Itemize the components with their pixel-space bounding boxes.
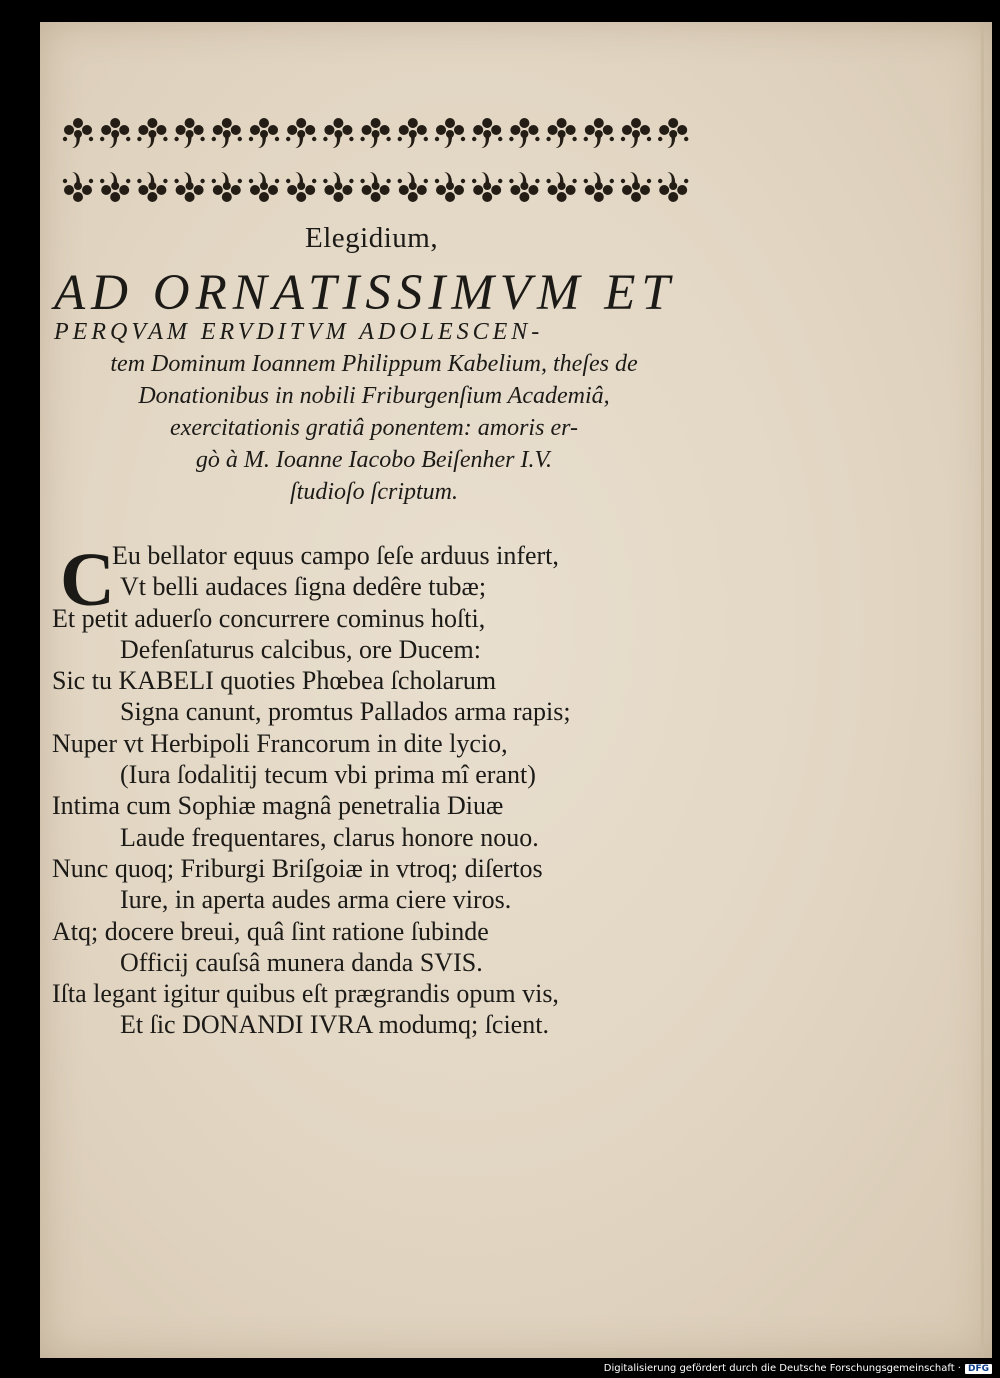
verse-line: Nunc quoq; Friburgi Briſgoiæ in vtroq; diſertos xyxy=(52,853,543,883)
fleuron-icon xyxy=(584,172,614,202)
title-line: exercitationis gratiâ ponentem: amoris er- xyxy=(170,415,578,441)
fleuron-icon xyxy=(435,172,465,202)
drop-cap: C xyxy=(60,538,115,622)
fleuron-icon xyxy=(63,172,93,202)
verse-line: Et petit aduerſo concurrere cominus hoſti, xyxy=(52,603,486,633)
dfg-logo-icon: DFG xyxy=(965,1364,992,1374)
fleuron-icon xyxy=(621,172,651,202)
fleuron-icon xyxy=(137,172,167,202)
verse-line: Eu bellator equus campo ſeſe arduus infert, xyxy=(112,541,559,570)
title-line: Donationibus in nobili Friburgenſium Academiâ, xyxy=(138,383,610,409)
fleuron-icon xyxy=(472,118,502,148)
title-line: ſtudioſo ſcriptum. xyxy=(290,479,458,505)
fleuron-icon xyxy=(584,118,614,148)
verse-line: Et ſic DONANDI IVRA modumq; ſcient. xyxy=(120,1010,549,1040)
fleuron-icon xyxy=(100,172,130,202)
fleuron-icon xyxy=(174,118,204,148)
fleuron-icon xyxy=(398,118,428,148)
fleuron-icon xyxy=(249,118,279,148)
fleuron-icon xyxy=(509,118,539,148)
fleuron-icon xyxy=(658,118,688,148)
title-line: gò à M. Ioanne Iacobo Beiſenher I.V. xyxy=(195,447,553,473)
title-line: PERQVAM ERVDITVM ADOLESCEN- xyxy=(54,319,544,345)
verse-line: Atq; docere breui, quâ ſint ratione ſubinde xyxy=(52,916,489,946)
page-edge xyxy=(981,22,984,1358)
fleuron-icon xyxy=(472,172,502,202)
fleuron-icon xyxy=(137,118,167,148)
fleuron-ornament-band xyxy=(56,104,696,222)
verse-line: Iure, in aperta audes arma ciere viros. xyxy=(120,885,512,915)
fleuron-ornament-svg xyxy=(56,104,696,222)
fleuron-icon xyxy=(435,118,465,148)
poem-genre-heading: Elegidium, xyxy=(305,222,439,254)
digitization-credit xyxy=(604,1363,992,1374)
fleuron-icon xyxy=(621,118,651,148)
poem-verse xyxy=(52,540,692,1041)
fleuron-icon xyxy=(286,118,316,148)
verse-line: Sic tu KABELI quoties Phœbea ſcholarum xyxy=(52,666,497,696)
verse-line: Nuper vt Herbipoli Francorum in dite lycio, xyxy=(52,728,508,758)
fleuron-icon xyxy=(286,172,316,202)
fleuron-icon xyxy=(212,118,242,148)
book-page xyxy=(40,22,992,1358)
dedication-title xyxy=(54,316,694,508)
verse-line: Intima cum Sophiæ magnâ penetralia Diuæ xyxy=(52,791,504,821)
title-line: tem Dominum Ioannem Philippum Kabelium, theſes de xyxy=(110,351,638,377)
fleuron-icon xyxy=(174,172,204,202)
verse-line: Defenſaturus calcibus, ore Ducem: xyxy=(120,634,481,664)
fleuron-icon xyxy=(212,172,242,202)
verse-line: Laude frequentares, clarus honore nouo. xyxy=(120,822,539,852)
verse-line: Vt belli audaces ſigna dedêre tubæ; xyxy=(120,572,487,602)
fleuron-icon xyxy=(360,118,390,148)
fleuron-icon xyxy=(63,118,93,148)
fleuron-icon xyxy=(546,118,576,148)
verse-line: Signa canunt, promtus Pallados arma rapis; xyxy=(120,697,571,727)
verse-line: Officij cauſsâ munera danda SVIS. xyxy=(120,947,483,977)
fleuron-icon xyxy=(398,172,428,202)
credit-text: Digitalisierung gefördert durch die Deutsche Forschungsgemeinschaft · xyxy=(603,1363,961,1374)
fleuron-icon xyxy=(546,172,576,202)
fleuron-icon xyxy=(658,172,688,202)
title-line-1: AD ORNATISSIMVM ET xyxy=(54,265,676,321)
verse-line: (Iura ſodalitij tecum vbi prima mî erant) xyxy=(120,760,536,790)
fleuron-icon xyxy=(249,172,279,202)
fleuron-icon xyxy=(323,172,353,202)
fleuron-icon xyxy=(323,118,353,148)
fleuron-icon xyxy=(360,172,390,202)
verse-line: Iſta legant igitur quibus eſt prægrandis opum vis, xyxy=(52,979,559,1009)
fleuron-icon xyxy=(509,172,539,202)
fleuron-icon xyxy=(100,118,130,148)
